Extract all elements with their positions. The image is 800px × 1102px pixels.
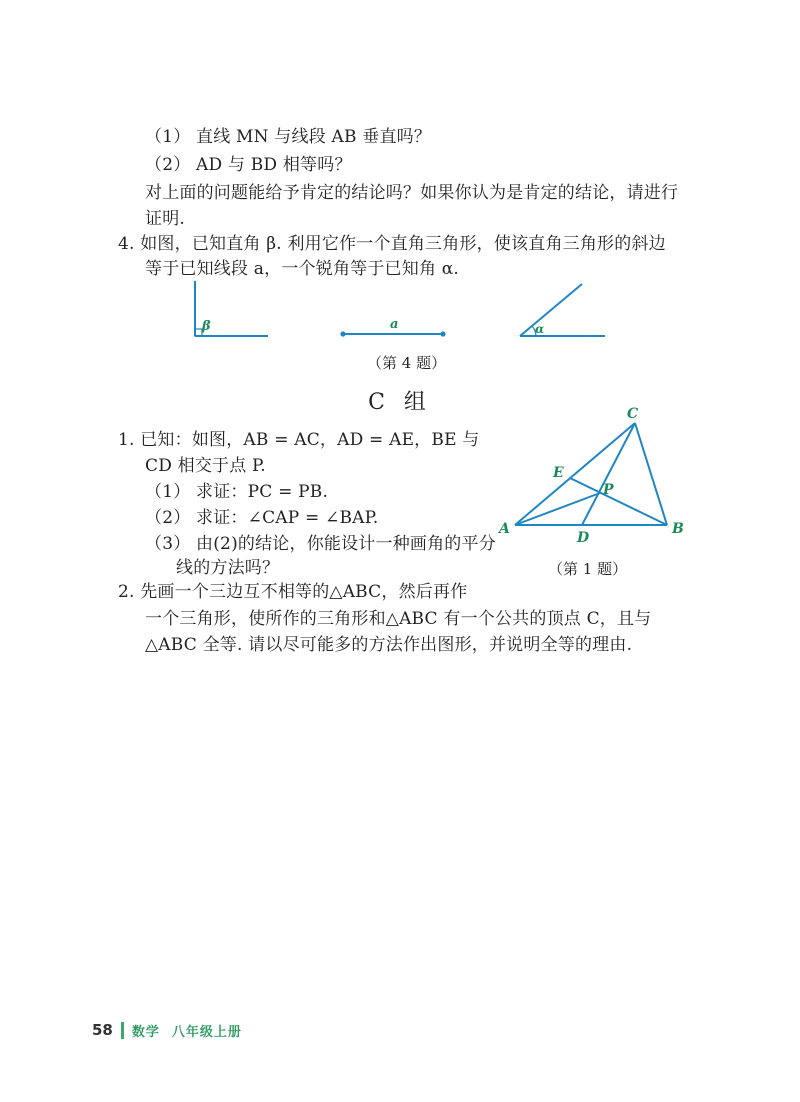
exercise-c1-figure bbox=[495, 405, 695, 545]
exercise-c2-text-final: △ABC 全等. 请以尽可能多的方法作出图形，并说明全等的理由. bbox=[145, 635, 633, 655]
question-part-1: （1） 直线 MN 与线段 AB 垂直吗？ bbox=[145, 127, 432, 147]
segment-a-label: a bbox=[390, 317, 399, 332]
right-angle-beta bbox=[195, 281, 268, 336]
exercise-4-text: 4. 如图，已知直角 β. 利用它作一个直角三角形，使该直角三角形的斜边 bbox=[118, 234, 666, 254]
point-e-label: E bbox=[553, 465, 564, 481]
beta-label: β bbox=[202, 319, 211, 334]
page-footer bbox=[92, 1018, 242, 1042]
question-part-2: （2） AD 与 BD 相等吗？ bbox=[145, 155, 352, 175]
alpha-label: α bbox=[535, 322, 545, 336]
acute-angle-alpha bbox=[520, 284, 605, 336]
page-number: 58 bbox=[92, 1021, 113, 1039]
exercise-c1-part-2: （2） 求证：∠CAP = ∠BAP. bbox=[145, 508, 379, 528]
footer-divider bbox=[121, 1022, 124, 1039]
exercise-c1-text-continued: CD 相交于点 P. bbox=[145, 456, 266, 476]
exercise-c1-part-1: （1） 求证：PC = PB. bbox=[145, 482, 329, 502]
exercise-c2-text-continued: 一个三角形，使所作的三角形和△ABC 有一个公共的顶点 C，且与 bbox=[145, 609, 652, 629]
exercise-c1-text: 1. 已知：如图，AB = AC，AD = AE，BE 与 bbox=[118, 430, 480, 450]
figure-1-caption: （第 1 题） bbox=[548, 560, 628, 578]
point-p-label: P bbox=[603, 482, 614, 498]
vertex-c-label: C bbox=[627, 406, 639, 422]
exercise-4-figure bbox=[180, 276, 630, 346]
vertex-a-label: A bbox=[499, 521, 510, 537]
footer-book: 八年级上册 bbox=[171, 1024, 242, 1040]
exercise-c1-part-3: （3） 由(2)的结论，你能设计一种画角的平分 bbox=[145, 534, 496, 554]
footer-subject: 数学 bbox=[131, 1024, 160, 1040]
point-d-label: D bbox=[577, 530, 590, 546]
exercise-4-text-continued: 等于已知线段 a，一个锐角等于已知角 α. bbox=[145, 259, 460, 279]
section-c-heading: C 组 bbox=[368, 390, 432, 415]
question-prompt-continued: 证明. bbox=[145, 209, 186, 229]
triangle-abc bbox=[515, 423, 667, 525]
vertex-b-label: B bbox=[672, 521, 684, 537]
question-prompt: 对上面的问题能给予肯定的结论吗？如果你认为是肯定的结论，请进行 bbox=[145, 183, 679, 203]
segment-a bbox=[340, 317, 445, 337]
exercise-c1-part-3-continued: 线的方法吗？ bbox=[176, 558, 280, 578]
exercise-c2-text: 2. 先画一个三边互不相等的△ABC，然后再作 bbox=[118, 582, 468, 602]
figure-4-caption: （第 4 题） bbox=[367, 354, 447, 372]
